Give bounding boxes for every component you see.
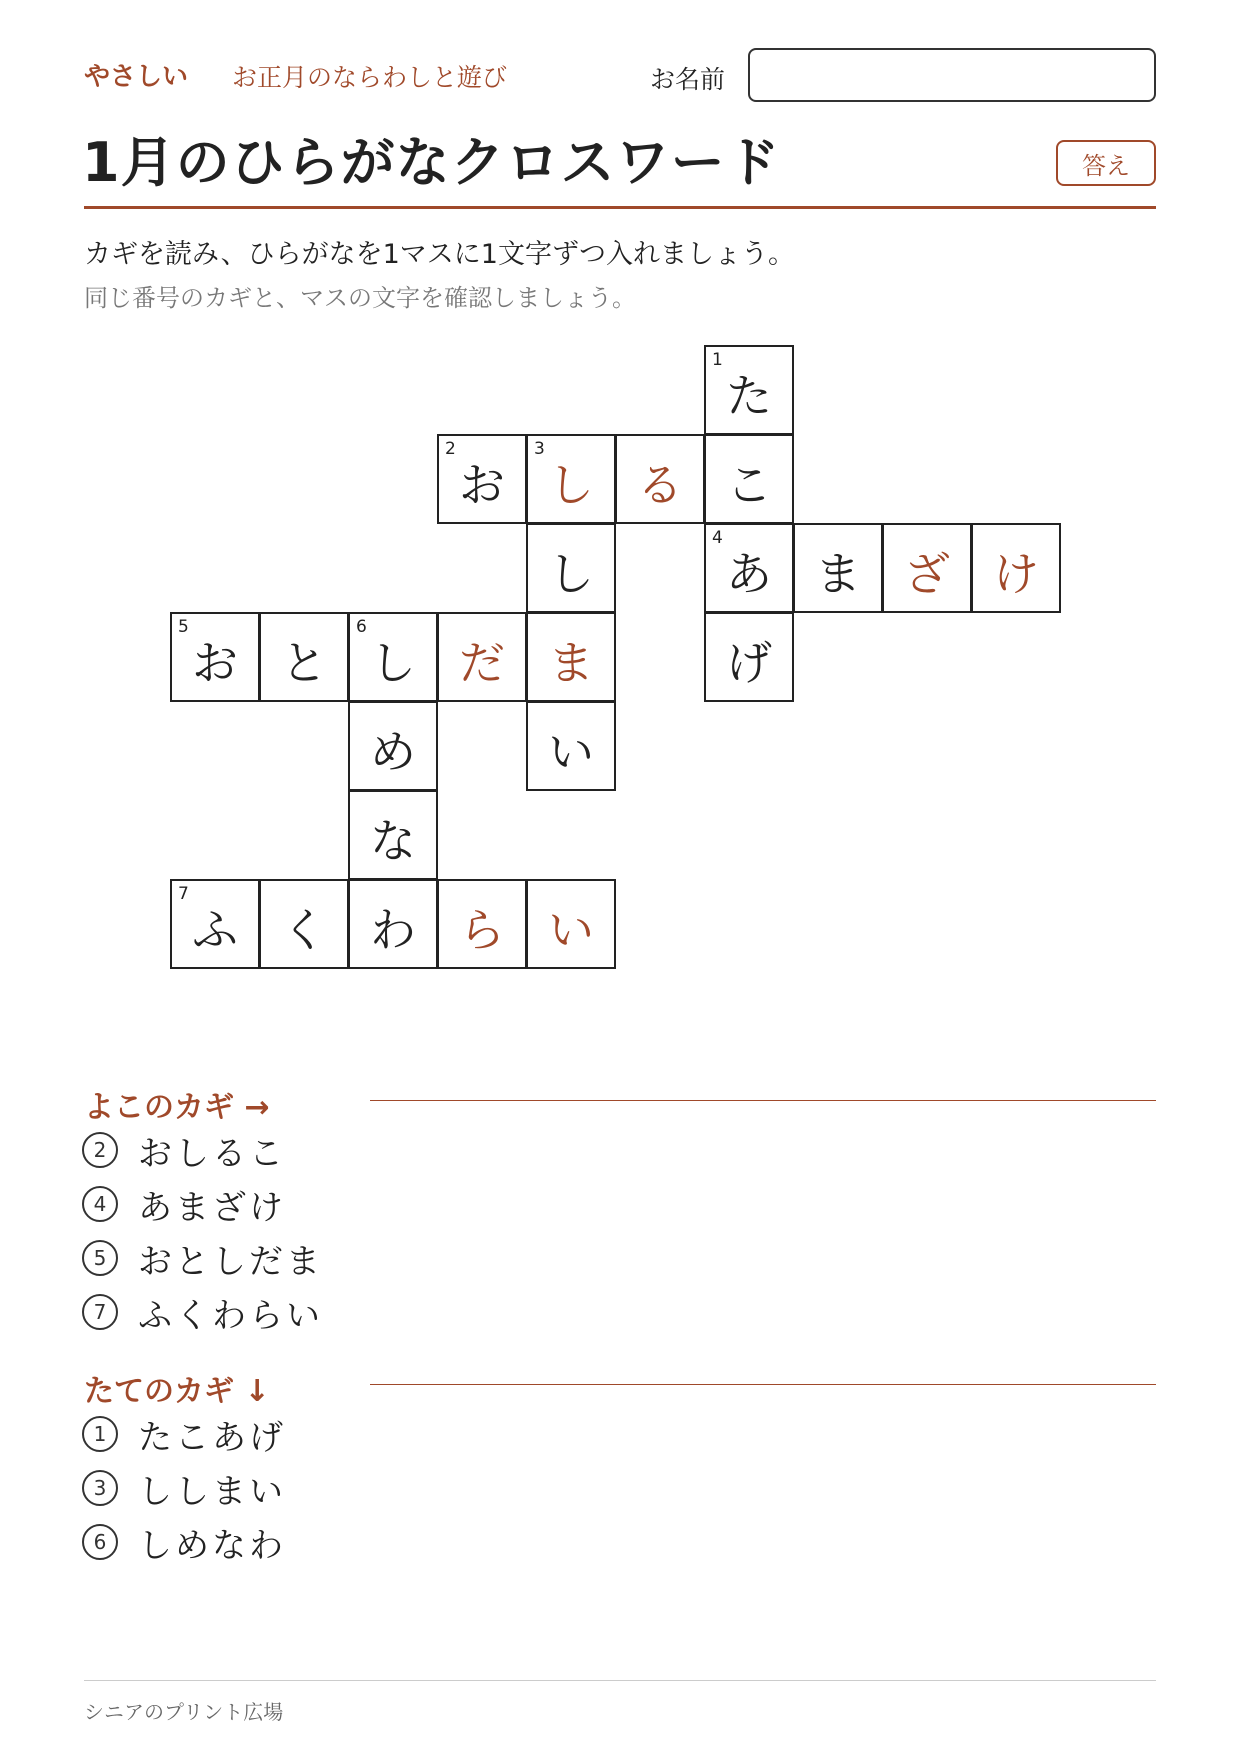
footer-text: シニアのプリント広場 xyxy=(84,1700,284,1724)
crossword-cell[interactable] xyxy=(704,345,794,435)
cell-character: め xyxy=(370,725,416,779)
crossword-cell[interactable] xyxy=(793,523,883,613)
clue-number-badge: 3 xyxy=(82,1470,118,1506)
cell-character: と xyxy=(281,636,327,690)
crossword-cell[interactable] xyxy=(348,879,438,969)
clue-number-badge: 5 xyxy=(82,1240,118,1276)
cell-character: ま xyxy=(548,636,594,690)
down-title: たてのカギ ↓ xyxy=(84,1374,270,1409)
cell-number: 5 xyxy=(178,617,189,637)
crossword-cell[interactable] xyxy=(348,612,438,702)
difficulty-label: やさしい xyxy=(84,62,189,92)
clue-item xyxy=(82,1522,286,1566)
crossword-cell[interactable] xyxy=(170,612,260,702)
crossword-cell[interactable] xyxy=(526,879,616,969)
crossword-cell[interactable] xyxy=(170,879,260,969)
clue-item xyxy=(82,1184,286,1228)
crossword-cell[interactable] xyxy=(704,434,794,524)
cell-number: 4 xyxy=(712,528,723,548)
crossword-cell[interactable] xyxy=(437,612,527,702)
cell-character: け xyxy=(993,547,1039,601)
cell-character: る xyxy=(637,458,683,512)
cell-character: い xyxy=(548,903,594,957)
clue-number-badge: 2 xyxy=(82,1132,118,1168)
title-divider xyxy=(84,206,1156,209)
answer-button[interactable]: 答え xyxy=(1056,140,1156,186)
down-divider xyxy=(370,1384,1156,1385)
clue-word: たこあげ xyxy=(138,1417,286,1458)
clue-number-badge: 1 xyxy=(82,1416,118,1452)
crossword-cell[interactable] xyxy=(259,879,349,969)
cell-character: わ xyxy=(370,903,416,957)
clue-item xyxy=(82,1292,323,1336)
crossword-cell[interactable] xyxy=(437,879,527,969)
cell-number: 6 xyxy=(356,617,367,637)
crossword-cell[interactable] xyxy=(704,523,794,613)
page-title: 1月のひらがなクロスワード xyxy=(82,131,781,194)
cell-number: 2 xyxy=(445,439,456,459)
crossword-cell[interactable] xyxy=(704,612,794,702)
clue-word: ししまい xyxy=(138,1471,286,1512)
clue-word: しめなわ xyxy=(138,1525,286,1566)
clue-number-badge: 7 xyxy=(82,1294,118,1330)
clue-item xyxy=(82,1130,286,1174)
clue-word: ふくわらい xyxy=(138,1295,323,1336)
cell-character: ら xyxy=(459,903,505,957)
crossword-cell[interactable] xyxy=(348,701,438,791)
crossword-cell[interactable] xyxy=(526,434,616,524)
clue-word: あまざけ xyxy=(138,1187,286,1228)
crossword-cell[interactable] xyxy=(615,434,705,524)
crossword-cell[interactable] xyxy=(437,434,527,524)
cell-character: し xyxy=(548,458,594,512)
cell-character: ま xyxy=(815,547,861,601)
cell-character: だ xyxy=(459,636,505,690)
cell-character: い xyxy=(548,725,594,779)
cell-character: お xyxy=(459,458,505,512)
clue-item xyxy=(82,1238,323,1282)
clue-item xyxy=(82,1414,286,1458)
cell-character: お xyxy=(192,636,238,690)
clue-number-badge: 4 xyxy=(82,1186,118,1222)
cell-character: こ xyxy=(726,458,772,512)
footer-divider xyxy=(84,1680,1156,1681)
crossword-cell[interactable] xyxy=(526,523,616,613)
cell-number: 1 xyxy=(712,350,723,370)
cell-character: た xyxy=(726,369,772,423)
clue-word: おとしだま xyxy=(138,1241,323,1282)
cell-number: 3 xyxy=(534,439,545,459)
crossword-cell[interactable] xyxy=(348,790,438,880)
across-title: よこのカギ → xyxy=(84,1090,270,1125)
cell-character: ふ xyxy=(192,903,238,957)
cell-character: あ xyxy=(726,547,772,601)
cell-character: げ xyxy=(726,636,772,690)
crossword-cell[interactable] xyxy=(882,523,972,613)
crossword-cell[interactable] xyxy=(526,612,616,702)
crossword-cell[interactable] xyxy=(259,612,349,702)
theme-label: お正月のならわしと遊び xyxy=(232,63,508,92)
clue-word: おしるこ xyxy=(138,1133,286,1174)
instruction-line-1: カギを読み、ひらがなを1マスに1文字ずつ入れましょう。 xyxy=(84,239,795,270)
cell-number: 7 xyxy=(178,884,189,904)
cell-character: な xyxy=(370,814,416,868)
name-field[interactable] xyxy=(748,48,1156,102)
clue-item xyxy=(82,1468,286,1512)
cell-character: く xyxy=(281,903,327,957)
cell-character: ざ xyxy=(904,547,950,601)
clue-number-badge: 6 xyxy=(82,1524,118,1560)
name-label: お名前 xyxy=(650,65,726,94)
crossword-cell[interactable] xyxy=(971,523,1061,613)
instruction-line-2: 同じ番号のカギと、マスの文字を確認しましょう。 xyxy=(84,284,636,312)
cell-character: し xyxy=(548,547,594,601)
cell-character: し xyxy=(370,636,416,690)
crossword-cell[interactable] xyxy=(526,701,616,791)
across-divider xyxy=(370,1100,1156,1101)
